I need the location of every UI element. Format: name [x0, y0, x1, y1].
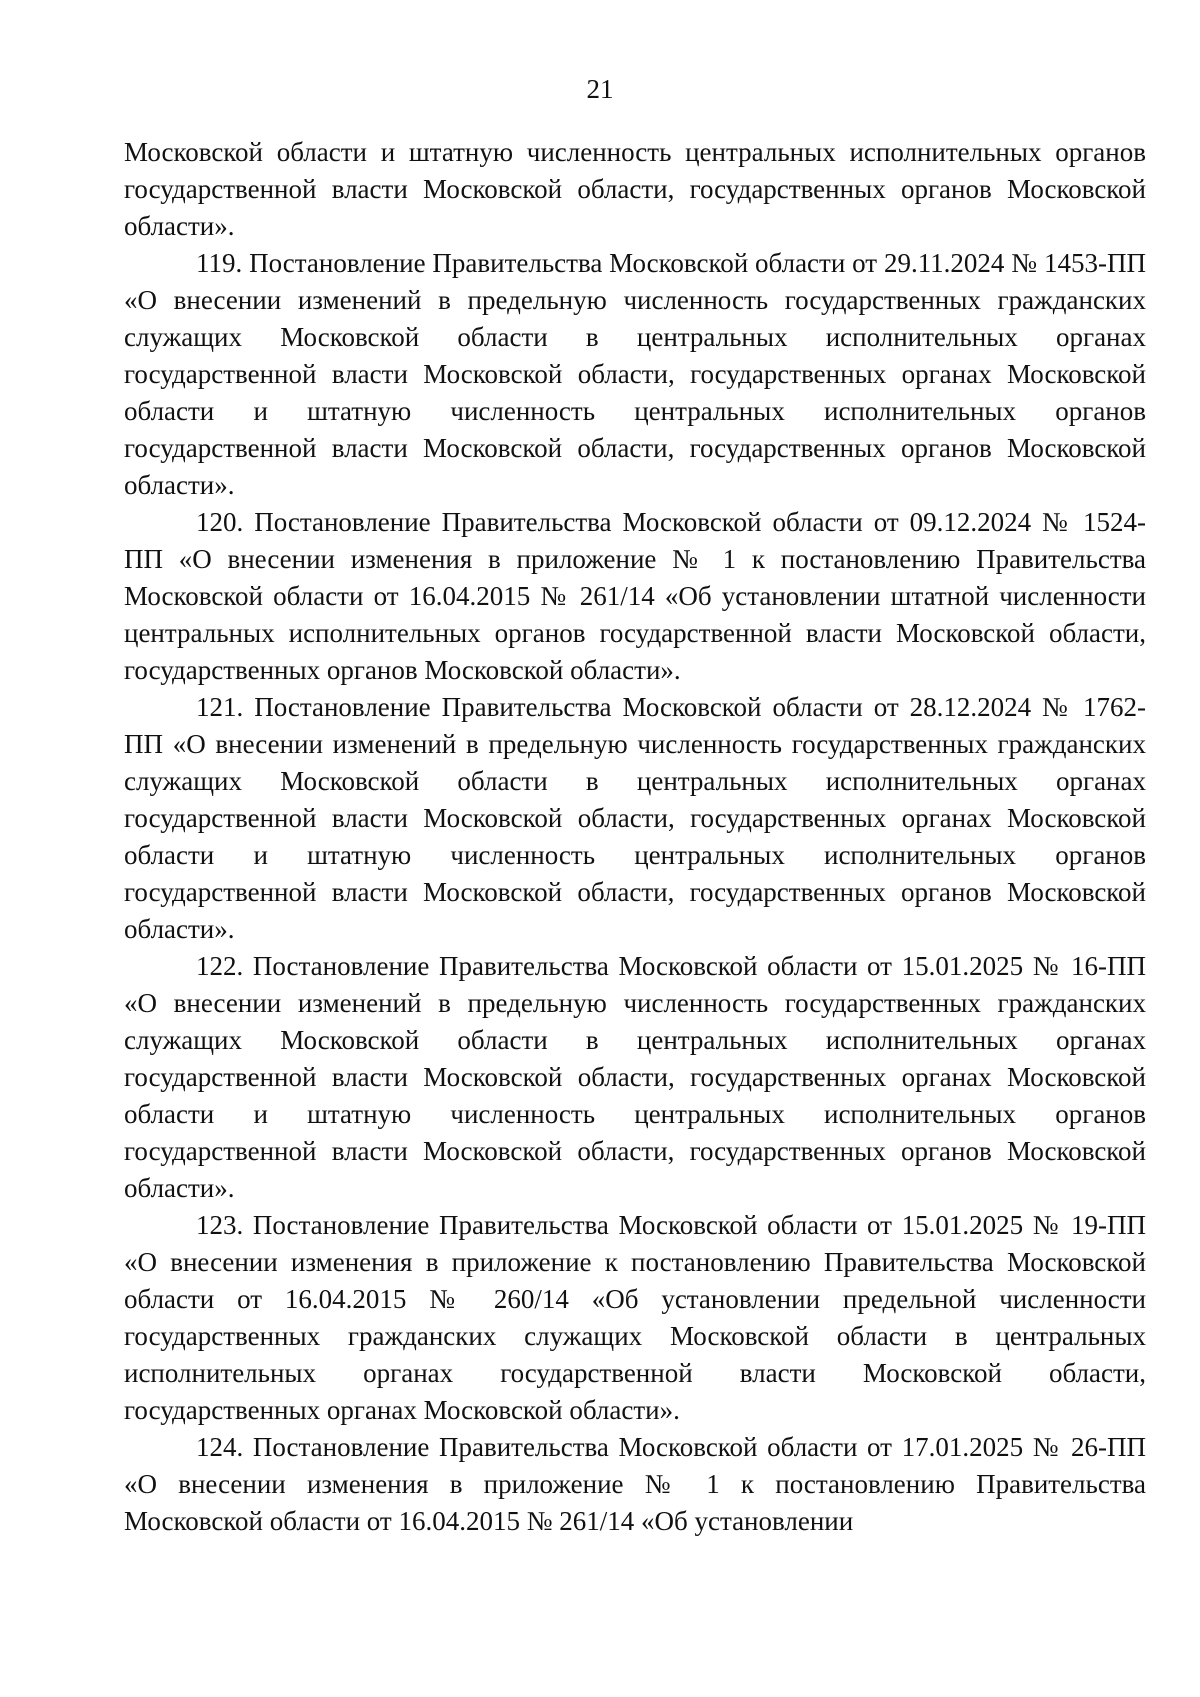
paragraph-item-123: 123. Постановление Правительства Московской области от 15.01.2025 № 19-ПП «О внесении изменения в приложение к постановлению Правительства Московской области от 16.04.2015 № 260/14 «Об установлении предельной численности государственных гражданских служащих Московской области в центральных исполнительных органах государственной власти Московской области, государственных органах Московской области».	[124, 1210, 1146, 1425]
paragraph-item-119: 119. Постановление Правительства Московской области от 29.11.2024 № 1453-ПП «О внесении изменений в предельную численность государственных гражданских служащих Московской области в центральных исполнительных органах государственной власти Московской области, государственных органах Московской области и штатную численность центральных исполнительных органов государственной власти Московской области, государственных органов Московской области».	[124, 248, 1146, 500]
paragraph-continuation: Московской области и штатную численность центральных исполнительных органов государственной власти Московской области, государственных органов Московской области».	[124, 137, 1146, 241]
document-body	[124, 134, 1146, 1540]
page-number: 21	[586, 74, 614, 104]
paragraph-item-120: 120. Постановление Правительства Московской области от 09.12.2024 № 1524-ПП «О внесении изменения в приложение № 1 к постановлению Правительства Московской области от 16.04.2015 № 261/14 «Об установлении штатной численности центральных исполнительных органов государственной власти Московской области, государственных органов Московской области».	[124, 507, 1146, 685]
paragraph-item-121: 121. Постановление Правительства Московской области от 28.12.2024 № 1762-ПП «О внесении изменений в предельную численность государственных гражданских служащих Московской области в центральных исполнительных органах государственной власти Московской области, государственных органах Московской области и штатную численность центральных исполнительных органов государственной власти Московской области, государственных органов Московской области».	[124, 692, 1146, 944]
paragraph-item-122: 122. Постановление Правительства Московской области от 15.01.2025 № 16-ПП «О внесении изменений в предельную численность государственных гражданских служащих Московской области в центральных исполнительных органах государственной власти Московской области, государственных органах Московской области и штатную численность центральных исполнительных органов государственной власти Московской области, государственных органов Московской области».	[124, 951, 1146, 1203]
paragraph-item-124: 124. Постановление Правительства Московской области от 17.01.2025 № 26-ПП «О внесении изменения в приложение № 1 к постановлению Правительства Московской области от 16.04.2015 № 261/14 «Об установлении	[124, 1432, 1146, 1536]
